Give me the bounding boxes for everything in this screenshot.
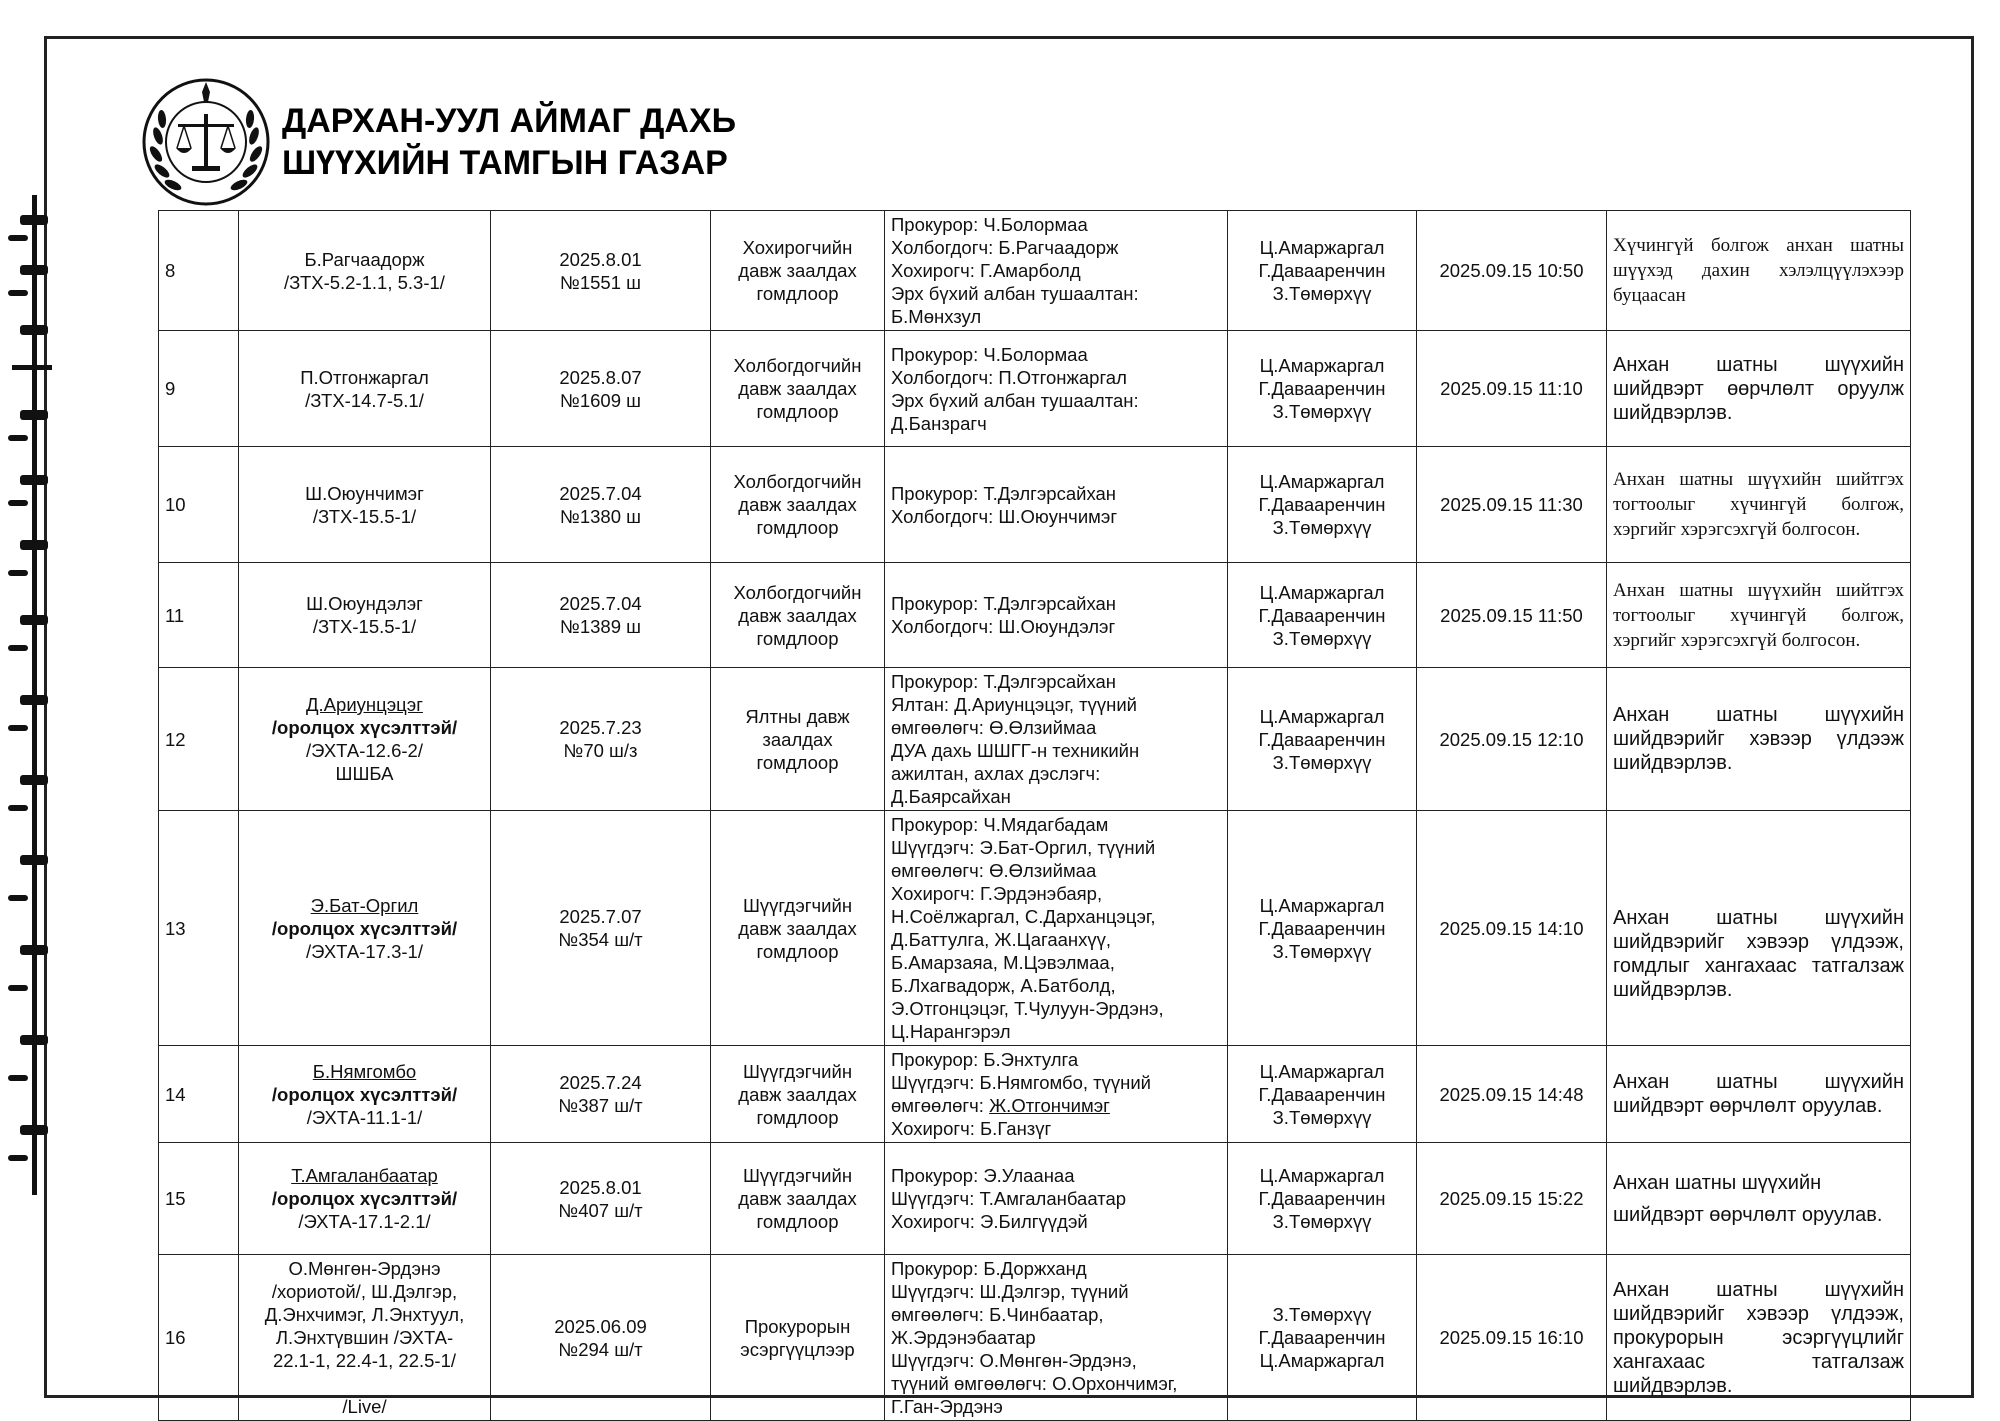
participants-cell: Прокурор: Б.Энхтулга Шүүгдэгч: Б.Нямгомбо, түүний өмгөөлөгч: Ж.Отгончимэг Хохирогч: Б.Ганзүг [885,1046,1228,1143]
result-cell: Анхан шатны шүүхийн шийдвэрийг хэвээр үлдээж, гомдлыг хангахаас татгалзаж шийдвэрлэв. [1607,811,1911,1046]
appeal-type-cell: Прокурорын эсэргүүцлээр [711,1255,885,1421]
header-line-1: ДАРХАН-УУЛ АЙМАГ ДАХЬ [282,102,737,140]
hearing-time-cell: 2025.09.15 15:22 [1417,1143,1607,1255]
decision-cell: 2025.7.24 №387 ш/т [491,1046,711,1143]
defendant-cell: Э.Бат-Оргил /оролцох хүсэлттэй/ /ЭХТА-17.3-1/ [239,811,491,1046]
row-number: 12 [159,668,239,811]
defendant-cell: Т.Амгаланбаатар /оролцох хүсэлттэй/ /ЭХТА-17.1-2.1/ [239,1143,491,1255]
court-emblem-icon [138,74,274,210]
appeal-type-cell: Холбогдогчийн давж заалдах гомдлоор [711,447,885,563]
hearing-time-cell: 2025.09.15 16:10 [1417,1255,1607,1421]
decision-cell: 2025.8.01 №407 ш/т [491,1143,711,1255]
result-cell: Анхан шатны шүүхийн шийтгэх тогтоолыг хүчингүй болгож, хэргийг хэрэгсэхгүй болгосон. [1607,447,1911,563]
judges-cell: З.Төмөрхүү Г.Давааренчин Ц.Амаржаргал [1228,1255,1417,1421]
defendant-cell: Ш.Оюунчимэг /ЗТХ-15.5-1/ [239,447,491,563]
row-number: 11 [159,563,239,668]
hearing-time-cell: 2025.09.15 11:50 [1417,563,1607,668]
defendant-cell: Д.Ариунцэцэг /оролцох хүсэлттэй/ /ЭХТА-12.6-2/ ШШБА [239,668,491,811]
appeal-type-cell: Шүүгдэгчийн давж заалдах гомдлоор [711,1046,885,1143]
decision-cell: 2025.8.01 №1551 ш [491,211,711,331]
table-row [159,331,1911,447]
row-number: 13 [159,811,239,1046]
decision-cell: 2025.7.23 №70 ш/з [491,668,711,811]
header-line-2: ШҮҮХИЙН ТАМГЫН ГАЗАР [282,144,728,182]
participants-cell: Прокурор: Т.Дэлгэрсайхан Холбогдогч: Ш.Оюунчимэг [885,447,1228,563]
hearing-time-cell: 2025.09.15 11:30 [1417,447,1607,563]
court-header [282,100,736,184]
judges-cell: Ц.Амаржаргал Г.Давааренчин З.Төмөрхүү [1228,1046,1417,1143]
table-row [159,563,1911,668]
hearing-schedule-table [158,210,1911,1421]
participants-cell: Прокурор: Э.Улаанаа Шүүгдэгч: Т.Амгаланбаатар Хохирогч: Э.Билгүүдэй [885,1143,1228,1255]
table-row [159,211,1911,331]
defendant-cell: Б.Рагчаадорж /ЗТХ-5.2-1.1, 5.3-1/ [239,211,491,331]
judges-cell: Ц.Амаржаргал Г.Давааренчин З.Төмөрхүү [1228,1143,1417,1255]
judges-cell: Ц.Амаржаргал Г.Давааренчин З.Төмөрхүү [1228,211,1417,331]
hearing-time-cell: 2025.09.15 10:50 [1417,211,1607,331]
judges-cell: Ц.Амаржаргал Г.Давааренчин З.Төмөрхүү [1228,563,1417,668]
participants-cell: Прокурор: Т.Дэлгэрсайхан Ялтан: Д.Ариунцэцэг, түүний өмгөөлөгч: Ө.Өлзиймаа ДУА дахь ШШГГ-н техникийн ажилтан, ахлах дэслэгч: Д.Баярсайхан [885,668,1228,811]
row-number: 14 [159,1046,239,1143]
table-row [159,1046,1911,1143]
decision-cell: 2025.7.04 №1380 ш [491,447,711,563]
row-number: 8 [159,211,239,331]
vertical-script-text [0,195,112,1245]
decision-cell: 2025.7.07 №354 ш/т [491,811,711,1046]
result-cell: Анхан шатны шүүхийн шийдвэрт өөрчлөлт оруулав. [1607,1143,1911,1255]
appeal-type-cell: Холбогдогчийн давж заалдах гомдлоор [711,331,885,447]
appeal-type-cell: Хохирогчийн давж заалдах гомдлоор [711,211,885,331]
hearing-time-cell: 2025.09.15 11:10 [1417,331,1607,447]
defendant-cell: Б.Нямгомбо /оролцох хүсэлттэй/ /ЭХТА-11.1-1/ [239,1046,491,1143]
table-row [159,668,1911,811]
result-cell: Анхан шатны шүүхийн шийдвэрт өөрчлөлт оруулав. [1607,1046,1911,1143]
judges-cell: Ц.Амаржаргал Г.Давааренчин З.Төмөрхүү [1228,668,1417,811]
hearing-time-cell: 2025.09.15 14:48 [1417,1046,1607,1143]
row-number: 16 [159,1255,239,1421]
participants-cell: Прокурор: Т.Дэлгэрсайхан Холбогдогч: Ш.Оюундэлэг [885,563,1228,668]
table-row [159,1143,1911,1255]
row-number: 9 [159,331,239,447]
decision-cell: 2025.7.04 №1389 ш [491,563,711,668]
appeal-type-cell: Шүүгдэгчийн давж заалдах гомдлоор [711,811,885,1046]
judges-cell: Ц.Амаржаргал Г.Давааренчин З.Төмөрхүү [1228,811,1417,1046]
decision-cell: 2025.06.09 №294 ш/т [491,1255,711,1421]
appeal-type-cell: Холбогдогчийн давж заалдах гомдлоор [711,563,885,668]
hearing-time-cell: 2025.09.15 12:10 [1417,668,1607,811]
defendant-cell: О.Мөнгөн-Эрдэнэ /хориотой/, Ш.Дэлгэр, Д.Энхчимэг, Л.Энхтуул, Л.Энхтүвшин /ЭХТА- 22.1-1, 22.4-1, 22.5-1/ /Live/ [239,1255,491,1421]
row-number: 10 [159,447,239,563]
appeal-type-cell: Ялтны давж заалдах гомдлоор [711,668,885,811]
table-row [159,811,1911,1046]
judges-cell: Ц.Амаржаргал Г.Давааренчин З.Төмөрхүү [1228,331,1417,447]
table-row [159,1255,1911,1421]
result-cell: Анхан шатны шүүхийн шийтгэх тогтоолыг хүчингүй болгож, хэргийг хэрэгсэхгүй болгосон. [1607,563,1911,668]
defendant-cell: П.Отгонжаргал /ЗТХ-14.7-5.1/ [239,331,491,447]
participants-cell: Прокурор: Ч.Болормаа Холбогдогч: П.Отгонжаргал Эрх бүхий албан тушаалтан: Д.Банзрагч [885,331,1228,447]
result-cell: Анхан шатны шүүхийн шийдвэрийг хэвээр үлдээж, прокурорын эсэргүүцлийг хангахаас татгалзаж шийдвэрлэв. [1607,1255,1911,1421]
defendant-cell: Ш.Оюундэлэг /ЗТХ-15.5-1/ [239,563,491,668]
result-cell: Хүчингүй болгож анхан шатны шүүхэд дахин хэлэлцүүлэхээр буцаасан [1607,211,1911,331]
hearing-time-cell: 2025.09.15 14:10 [1417,811,1607,1046]
appeal-type-cell: Шүүгдэгчийн давж заалдах гомдлоор [711,1143,885,1255]
participants-cell: Прокурор: Ч.Мядагбадам Шүүгдэгч: Э.Бат-Оргил, түүний өмгөөлөгч: Ө.Өлзиймаа Хохирогч: Г.Эрдэнэбаяр, Н.Соёлжаргал, С.Дарханцэцэг, Д.Баттулга, Ж.Цагаанхүү, Б.Амарзаяа, М.Цэвэлмаа, Б.Лхагвадорж, А.Батболд, Э.Отгонцэцэг, Т.Чулуун-Эрдэнэ, Ц.Нарангэрэл [885,811,1228,1046]
table-row [159,447,1911,563]
result-cell: Анхан шатны шүүхийн шийдвэрт өөрчлөлт оруулж шийдвэрлэв. [1607,331,1911,447]
participants-cell: Прокурор: Б.Доржханд Шүүгдэгч: Ш.Дэлгэр, түүний өмгөөлөгч: Б.Чинбаатар, Ж.Эрдэнэбаатар Шүүгдэгч: О.Мөнгөн-Эрдэнэ, түүний өмгөөлөгч: О.Орхончимэг, Г.Ган-Эрдэнэ [885,1255,1228,1421]
judges-cell: Ц.Амаржаргал Г.Давааренчин З.Төмөрхүү [1228,447,1417,563]
decision-cell: 2025.8.07 №1609 ш [491,331,711,447]
result-cell: Анхан шатны шүүхийн шийдвэрийг хэвээр үлдээж шийдвэрлэв. [1607,668,1911,811]
row-number: 15 [159,1143,239,1255]
participants-cell: Прокурор: Ч.Болормаа Холбогдогч: Б.Рагчаадорж Хохирогч: Г.Амарболд Эрх бүхий албан тушаалтан: Б.Мөнхзул [885,211,1228,331]
